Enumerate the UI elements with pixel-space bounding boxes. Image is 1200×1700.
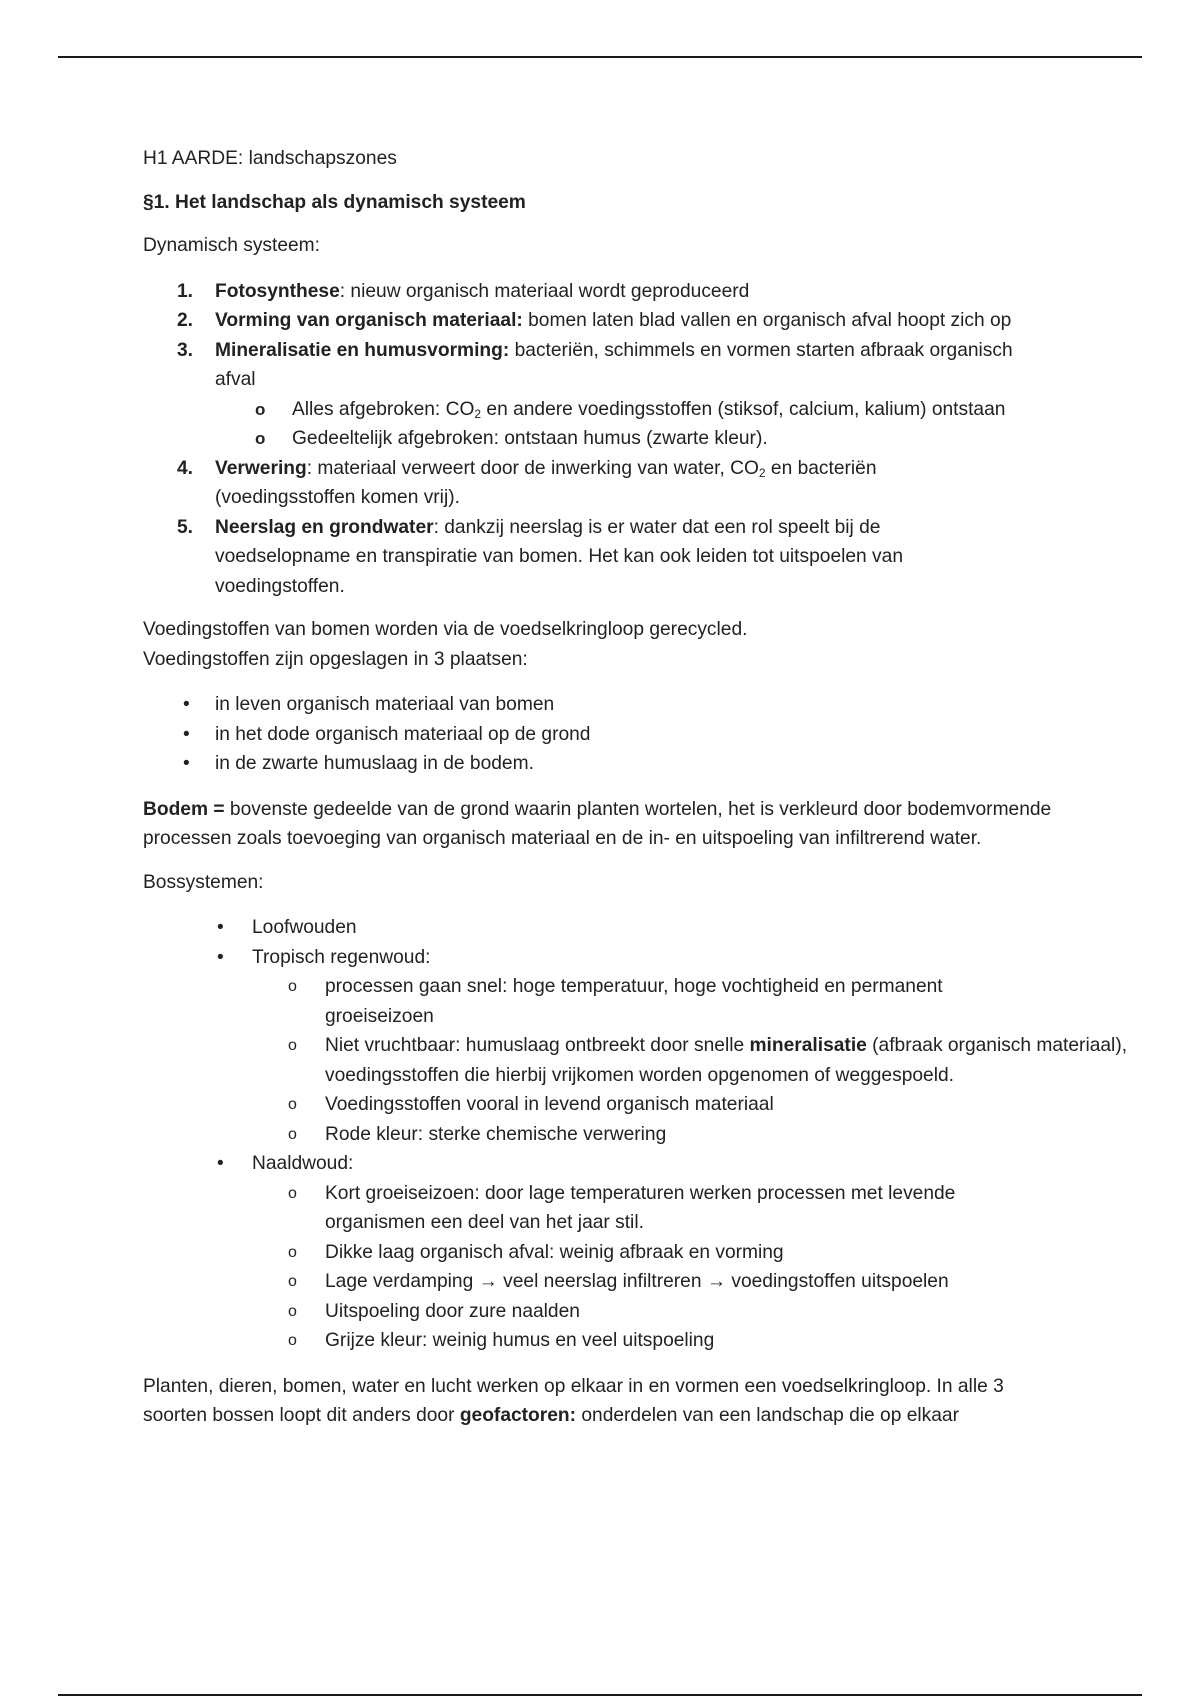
sub-list-item (143, 1238, 1063, 1268)
list-text: : nieuw organisch materiaal wordt geproduceerd (339, 280, 750, 302)
bossystemen-label: Bossystemen: (143, 871, 264, 893)
circle-bullet-icon: o (288, 1184, 297, 1202)
sub-item-text: processen gaan snel: hoge temperatuur, hoge vochtigheid en permanent groeiseizoen (325, 976, 943, 1027)
sub-item-text: Niet vruchtbaar: humuslaag ontbreekt door snelle (325, 1035, 750, 1056)
list-term: Mineralisatie en humusvorming: (215, 339, 510, 361)
list-text: Tropisch regenwoud: (252, 946, 431, 968)
list-item (143, 943, 1063, 973)
places-list (143, 690, 1063, 779)
list-number: 1. (177, 280, 194, 302)
list-item (143, 720, 1063, 750)
circle-bullet-icon: o (255, 429, 266, 448)
sub-item-text: Kort groeiseizoen: door lage temperaturen werken processen met levende organismen een deel van het jaar stil. (325, 1182, 956, 1233)
list-text: : materiaal verweert door de inwerking van water, CO (306, 457, 759, 479)
circle-bullet-icon: o (288, 1096, 297, 1113)
sub-item-text: en andere voedingsstoffen (stiksof, calcium, kalium) ontstaan (481, 398, 1006, 420)
list-text: Naaldwoud: (252, 1153, 354, 1174)
list-term: Vorming van organisch materiaal: (215, 310, 523, 331)
bullet-icon: • (183, 723, 190, 745)
list-text: Loofwouden (252, 917, 357, 938)
closing-text: onderdelen van een landschap die op elkaar (576, 1405, 959, 1426)
list-term: Fotosynthese (215, 280, 340, 302)
sub-list-item (143, 1120, 1063, 1150)
circle-bullet-icon: o (288, 1273, 297, 1290)
bullet-icon: • (217, 946, 224, 968)
circle-bullet-icon: o (255, 399, 266, 419)
list-item (143, 1149, 1063, 1179)
list-text: bacteriën, schimmels en vormen starten afbraak organisch afval (215, 339, 1013, 390)
sub-item-text: Alles afgebroken: CO (292, 398, 475, 420)
list-number: 2. (177, 310, 194, 331)
list-text: in het dode organisch materiaal op de grond (215, 723, 591, 745)
sub-item-text: Grijze kleur: weinig humus en veel uitspoeling (325, 1330, 715, 1351)
subscript: 2 (474, 406, 482, 421)
bodem-term: Bodem = (143, 798, 225, 820)
sub-list (143, 972, 1128, 1149)
sub-list-item (143, 424, 1063, 454)
sub-item-text: Uitspoeling door zure naalden (325, 1300, 580, 1322)
nutrients-line-2: Voedingstoffen zijn opgeslagen in 3 plaatsen: (143, 648, 528, 670)
list-item (143, 336, 1035, 395)
bullet-icon: • (183, 753, 190, 774)
sub-list-item (143, 1297, 1063, 1327)
circle-bullet-icon: o (288, 1332, 297, 1349)
list-text: in leven organisch materiaal van bomen (215, 694, 555, 715)
numbered-list (143, 277, 1063, 602)
bodem-definition (143, 795, 1053, 854)
list-term: Neerslag en grondwater (215, 516, 434, 538)
sub-item-text: voedingstoffen uitspoelen (726, 1271, 949, 1292)
forest-list (143, 913, 1128, 1356)
bodem-text: bovenste gedeelde van de grond waarin planten wortelen, het is verkleurd door bodemvormende processen zoals toevoeging van organisch materiaal en de in- en uitspoeling van infiltrerend water. (143, 798, 1052, 849)
list-item (143, 454, 945, 513)
circle-bullet-icon: o (288, 1037, 297, 1054)
sub-item-text: Rode kleur: sterke chemische verwering (325, 1123, 667, 1145)
list-text: in de zwarte humuslaag in de bodem. (215, 753, 534, 774)
sub-item-text: Lage verdamping (325, 1271, 479, 1292)
sub-list (143, 395, 1063, 454)
sub-list-item (143, 1179, 1015, 1238)
subscript: 2 (758, 465, 766, 480)
list-item (143, 749, 1063, 779)
circle-bullet-icon: o (288, 978, 297, 995)
list-item (143, 277, 1063, 307)
bullet-icon: • (217, 917, 224, 938)
sub-item-text: Voedingsstoffen vooral in levend organisch materiaal (325, 1094, 774, 1115)
intro-text: Dynamisch systeem: (143, 235, 320, 256)
sub-list-item (143, 1267, 1063, 1297)
list-text: en bacteriën (voedingsstoffen komen vrij). (215, 457, 877, 508)
document-heading: H1 AARDE: landschapszones (143, 148, 397, 169)
header-rule (58, 56, 1142, 58)
circle-bullet-icon: o (288, 1302, 297, 1320)
list-text: bomen laten blad vallen en organisch afval hoopt zich op (522, 310, 1012, 331)
document-page (143, 144, 1128, 1431)
closing-paragraph (143, 1372, 1063, 1431)
sub-list-item (143, 1090, 1063, 1120)
circle-bullet-icon: o (288, 1243, 297, 1261)
arrow-right-icon: → (478, 1271, 498, 1292)
sub-list (143, 1179, 1063, 1356)
list-term: Verwering (215, 457, 307, 479)
sub-list-item (143, 1326, 1063, 1356)
sub-item-text: veel neerslag infiltreren (497, 1271, 707, 1292)
bullet-icon: • (183, 694, 190, 715)
list-number: 3. (177, 339, 194, 361)
closing-term: geofactoren: (459, 1405, 577, 1426)
nutrients-line-1: Voedingstoffen van bomen worden via de voedselkringloop gerecycled. (143, 619, 748, 640)
list-item (143, 513, 960, 602)
sub-item-term: mineralisatie (749, 1035, 867, 1056)
list-item (143, 690, 1063, 720)
sub-list-item (143, 1031, 1195, 1090)
closing-text: Planten, dieren, bomen, water en lucht werken op elkaar in en vormen een voedselkringloop. In alle 3 soorten bossen loopt dit anders door (143, 1375, 1004, 1426)
list-item (143, 913, 1063, 943)
list-item (143, 306, 1063, 336)
section-title: §1. Het landschap als dynamisch systeem (143, 191, 526, 213)
footer-rule (58, 1694, 1142, 1696)
sub-item-text: (afbraak organisch materiaal), voedingsstoffen die hierbij vrijkomen worden opgenomen of weggespoeld. (325, 1035, 1128, 1086)
list-number: 4. (177, 457, 194, 479)
bullet-icon: • (217, 1153, 224, 1174)
sub-list-item (143, 972, 985, 1031)
circle-bullet-icon: o (288, 1125, 297, 1143)
arrow-right-icon: → (706, 1271, 727, 1292)
sub-list-item (143, 395, 1063, 425)
sub-item-text: Dikke laag organisch afval: weinig afbraak en vorming (325, 1241, 784, 1263)
sub-item-text: Gedeeltelijk afgebroken: ontstaan humus (zwarte kleur). (292, 428, 768, 449)
list-text: : dankzij neerslag is er water dat een rol speelt bij de voedselopname en transpiratie van bomen. Het kan ook leiden tot uitspoelen van voedingstoffen. (215, 516, 903, 597)
list-number: 5. (177, 516, 194, 538)
